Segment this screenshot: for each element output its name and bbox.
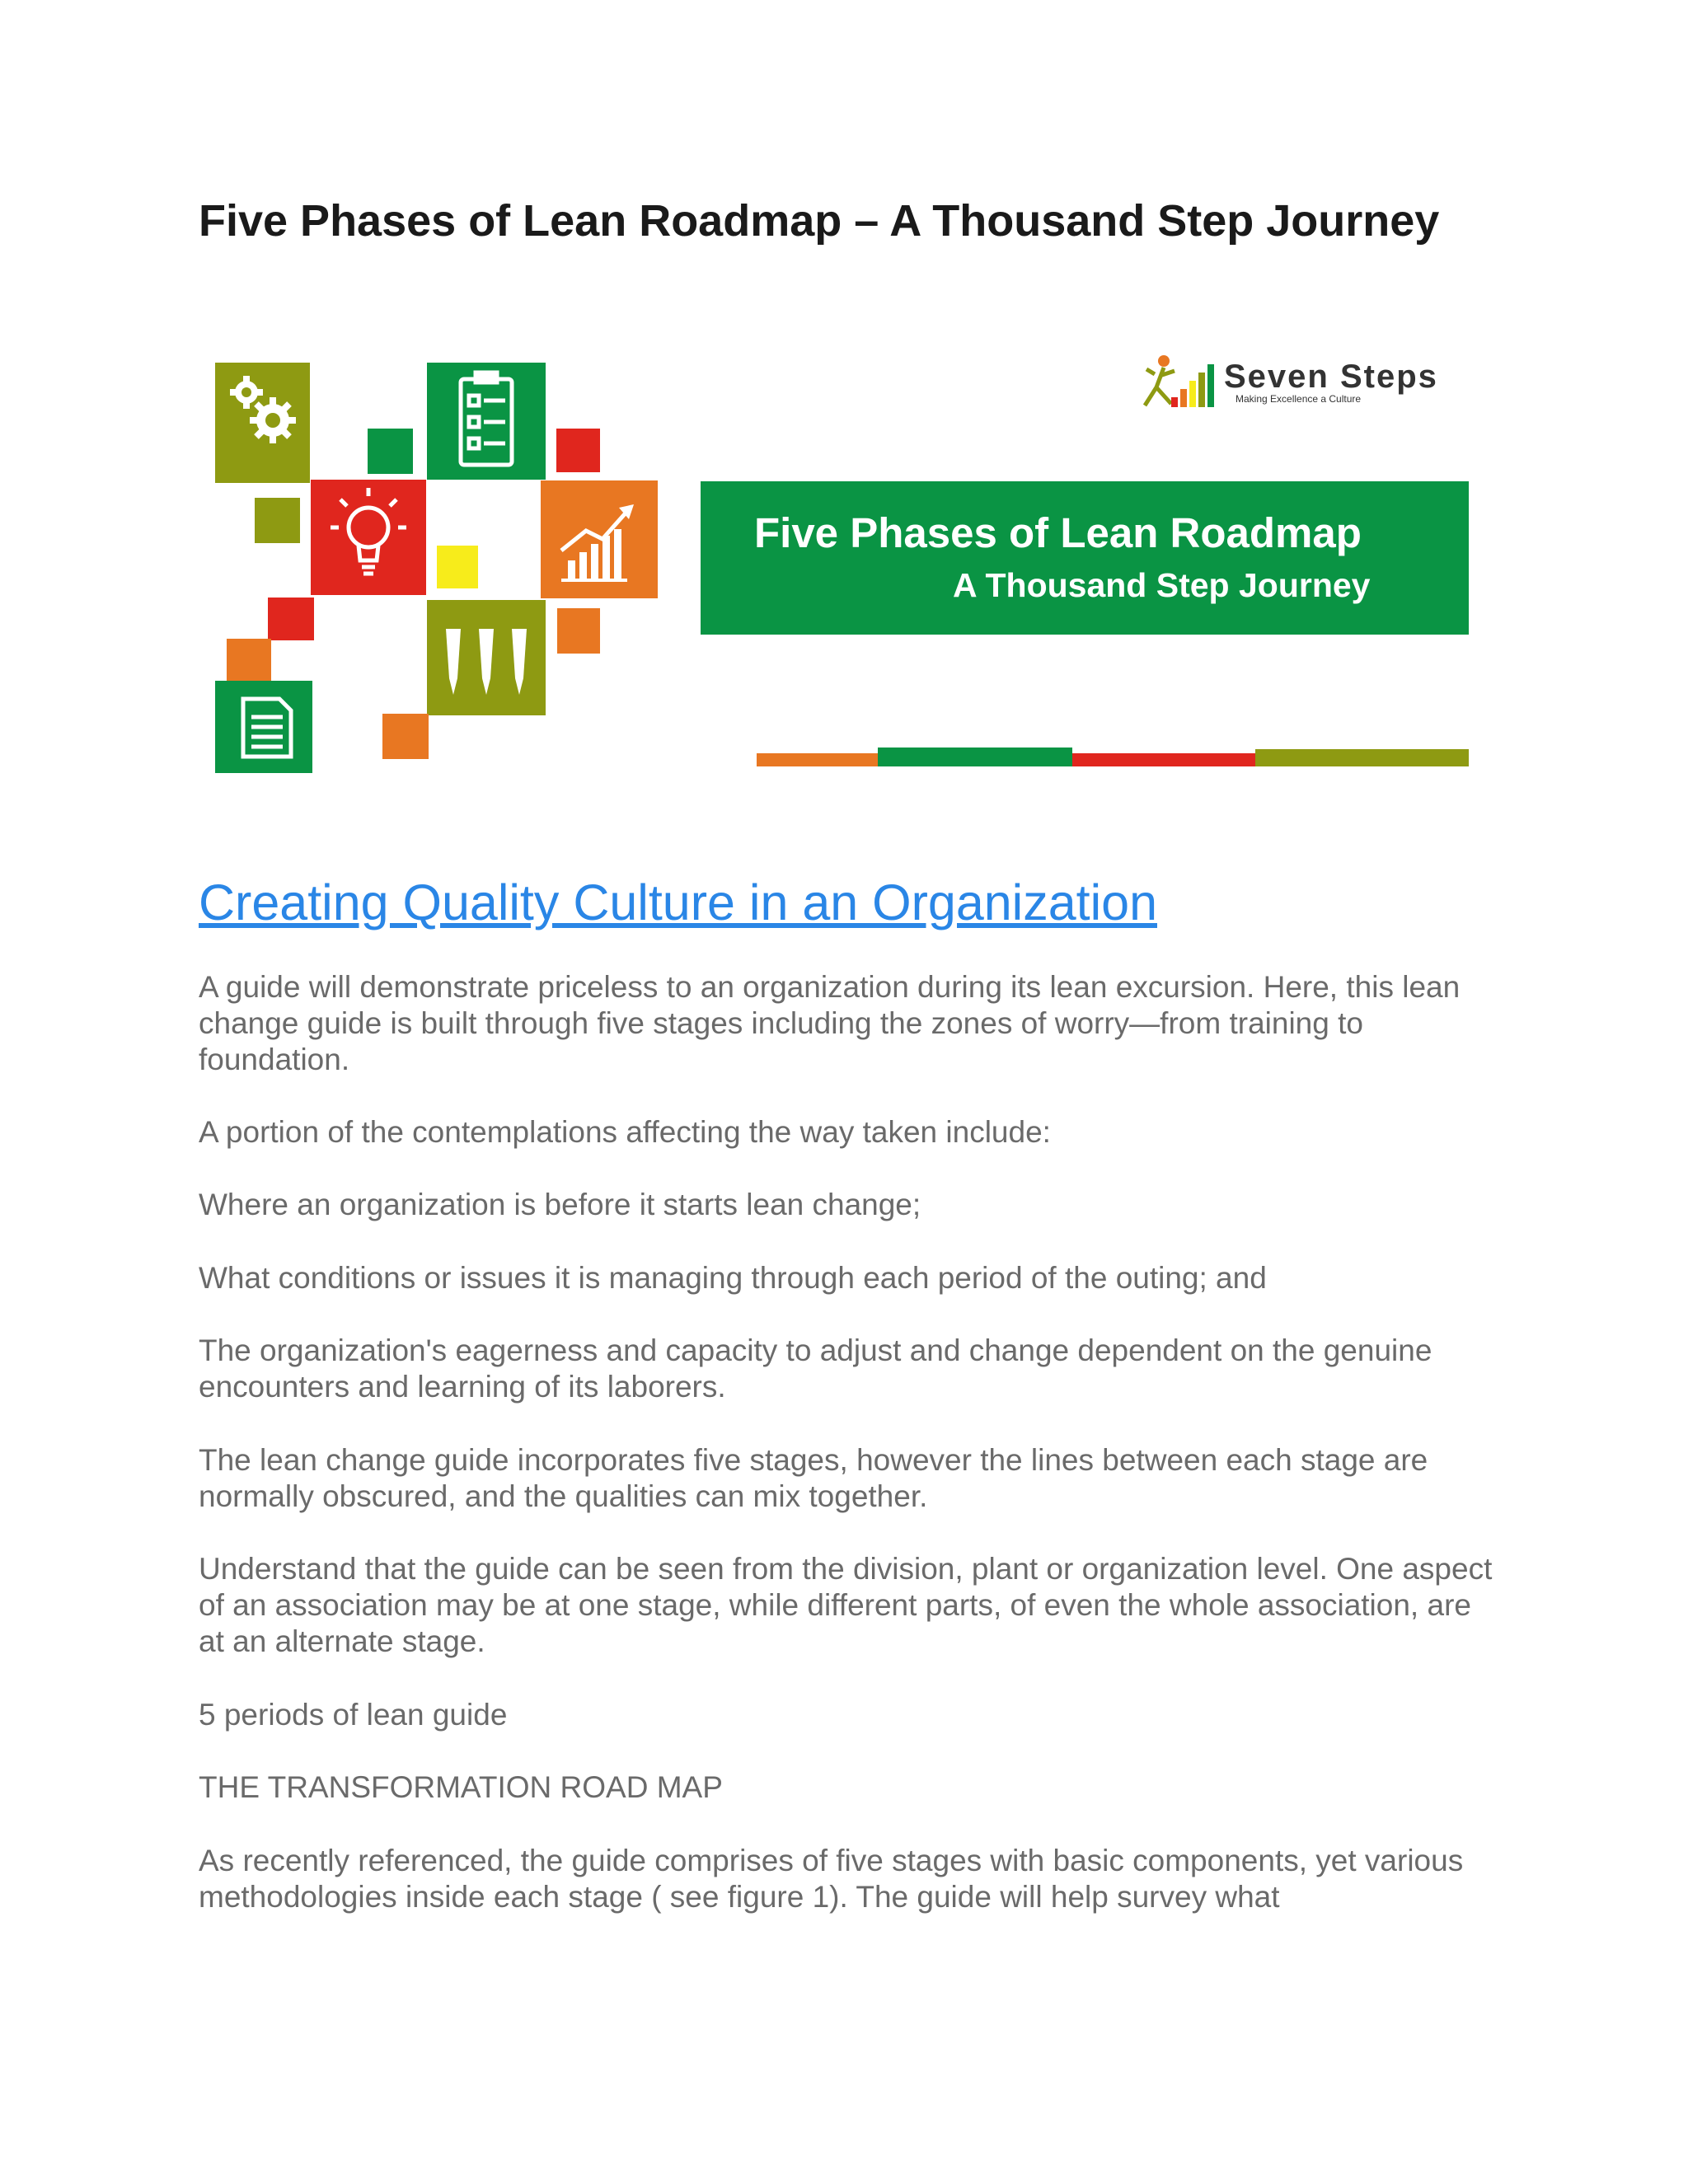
banner-headline-line2: A Thousand Step Journey [953, 566, 1371, 604]
paragraph: The organization's eagerness and capacity to adjust and change dependent on the genuine encounters and learning of its laborers. [199, 1333, 1432, 1404]
banner-headline-line1: Five Phases of Lean Roadmap [754, 509, 1362, 556]
paragraph: The lean change guide incorporates five stages, however the lines between each stage are normally obscured, and the qualities can mix together. [199, 1443, 1428, 1513]
paragraph: THE TRANSFORMATION ROAD MAP [199, 1770, 723, 1804]
headline-panel [701, 481, 1469, 635]
paragraph: A guide will demonstrate priceless to an organization during its lean excursion. Here, this lean change guide is built through five stages including the zones of worry—from training to foundation. [199, 970, 1461, 1076]
paragraph: What conditions or issues it is managing through each period of the outing; and [199, 1261, 1267, 1295]
paragraph: As recently referenced, the guide comprises of five stages with basic components, yet various methodologies inside each stage ( see figure 1). The guide will help survey what [199, 1844, 1464, 1914]
logo-name: Seven Steps [1224, 359, 1438, 395]
paragraph: 5 periods of lean guide [199, 1698, 508, 1732]
paragraph: A portion of the contemplations affecting the way taken include: [199, 1115, 1051, 1149]
color-progress-bar [757, 748, 1469, 766]
logo-tagline: Making Excellence a Culture [1236, 393, 1362, 405]
paragraph: Where an organization is before it starts lean change; [199, 1188, 921, 1221]
hero-banner-image [199, 344, 1475, 806]
section-heading-link[interactable]: Creating Quality Culture in an Organization [199, 874, 1157, 930]
page-title: Five Phases of Lean Roadmap – A Thousand Step Journey [199, 196, 1440, 246]
runner-logo-icon [1145, 355, 1214, 407]
paragraph: Understand that the guide can be seen from the division, plant or organization level. One aspect of an association may be at one stage, while different parts, of even the whole association, are at an alternate stage. [199, 1552, 1493, 1658]
